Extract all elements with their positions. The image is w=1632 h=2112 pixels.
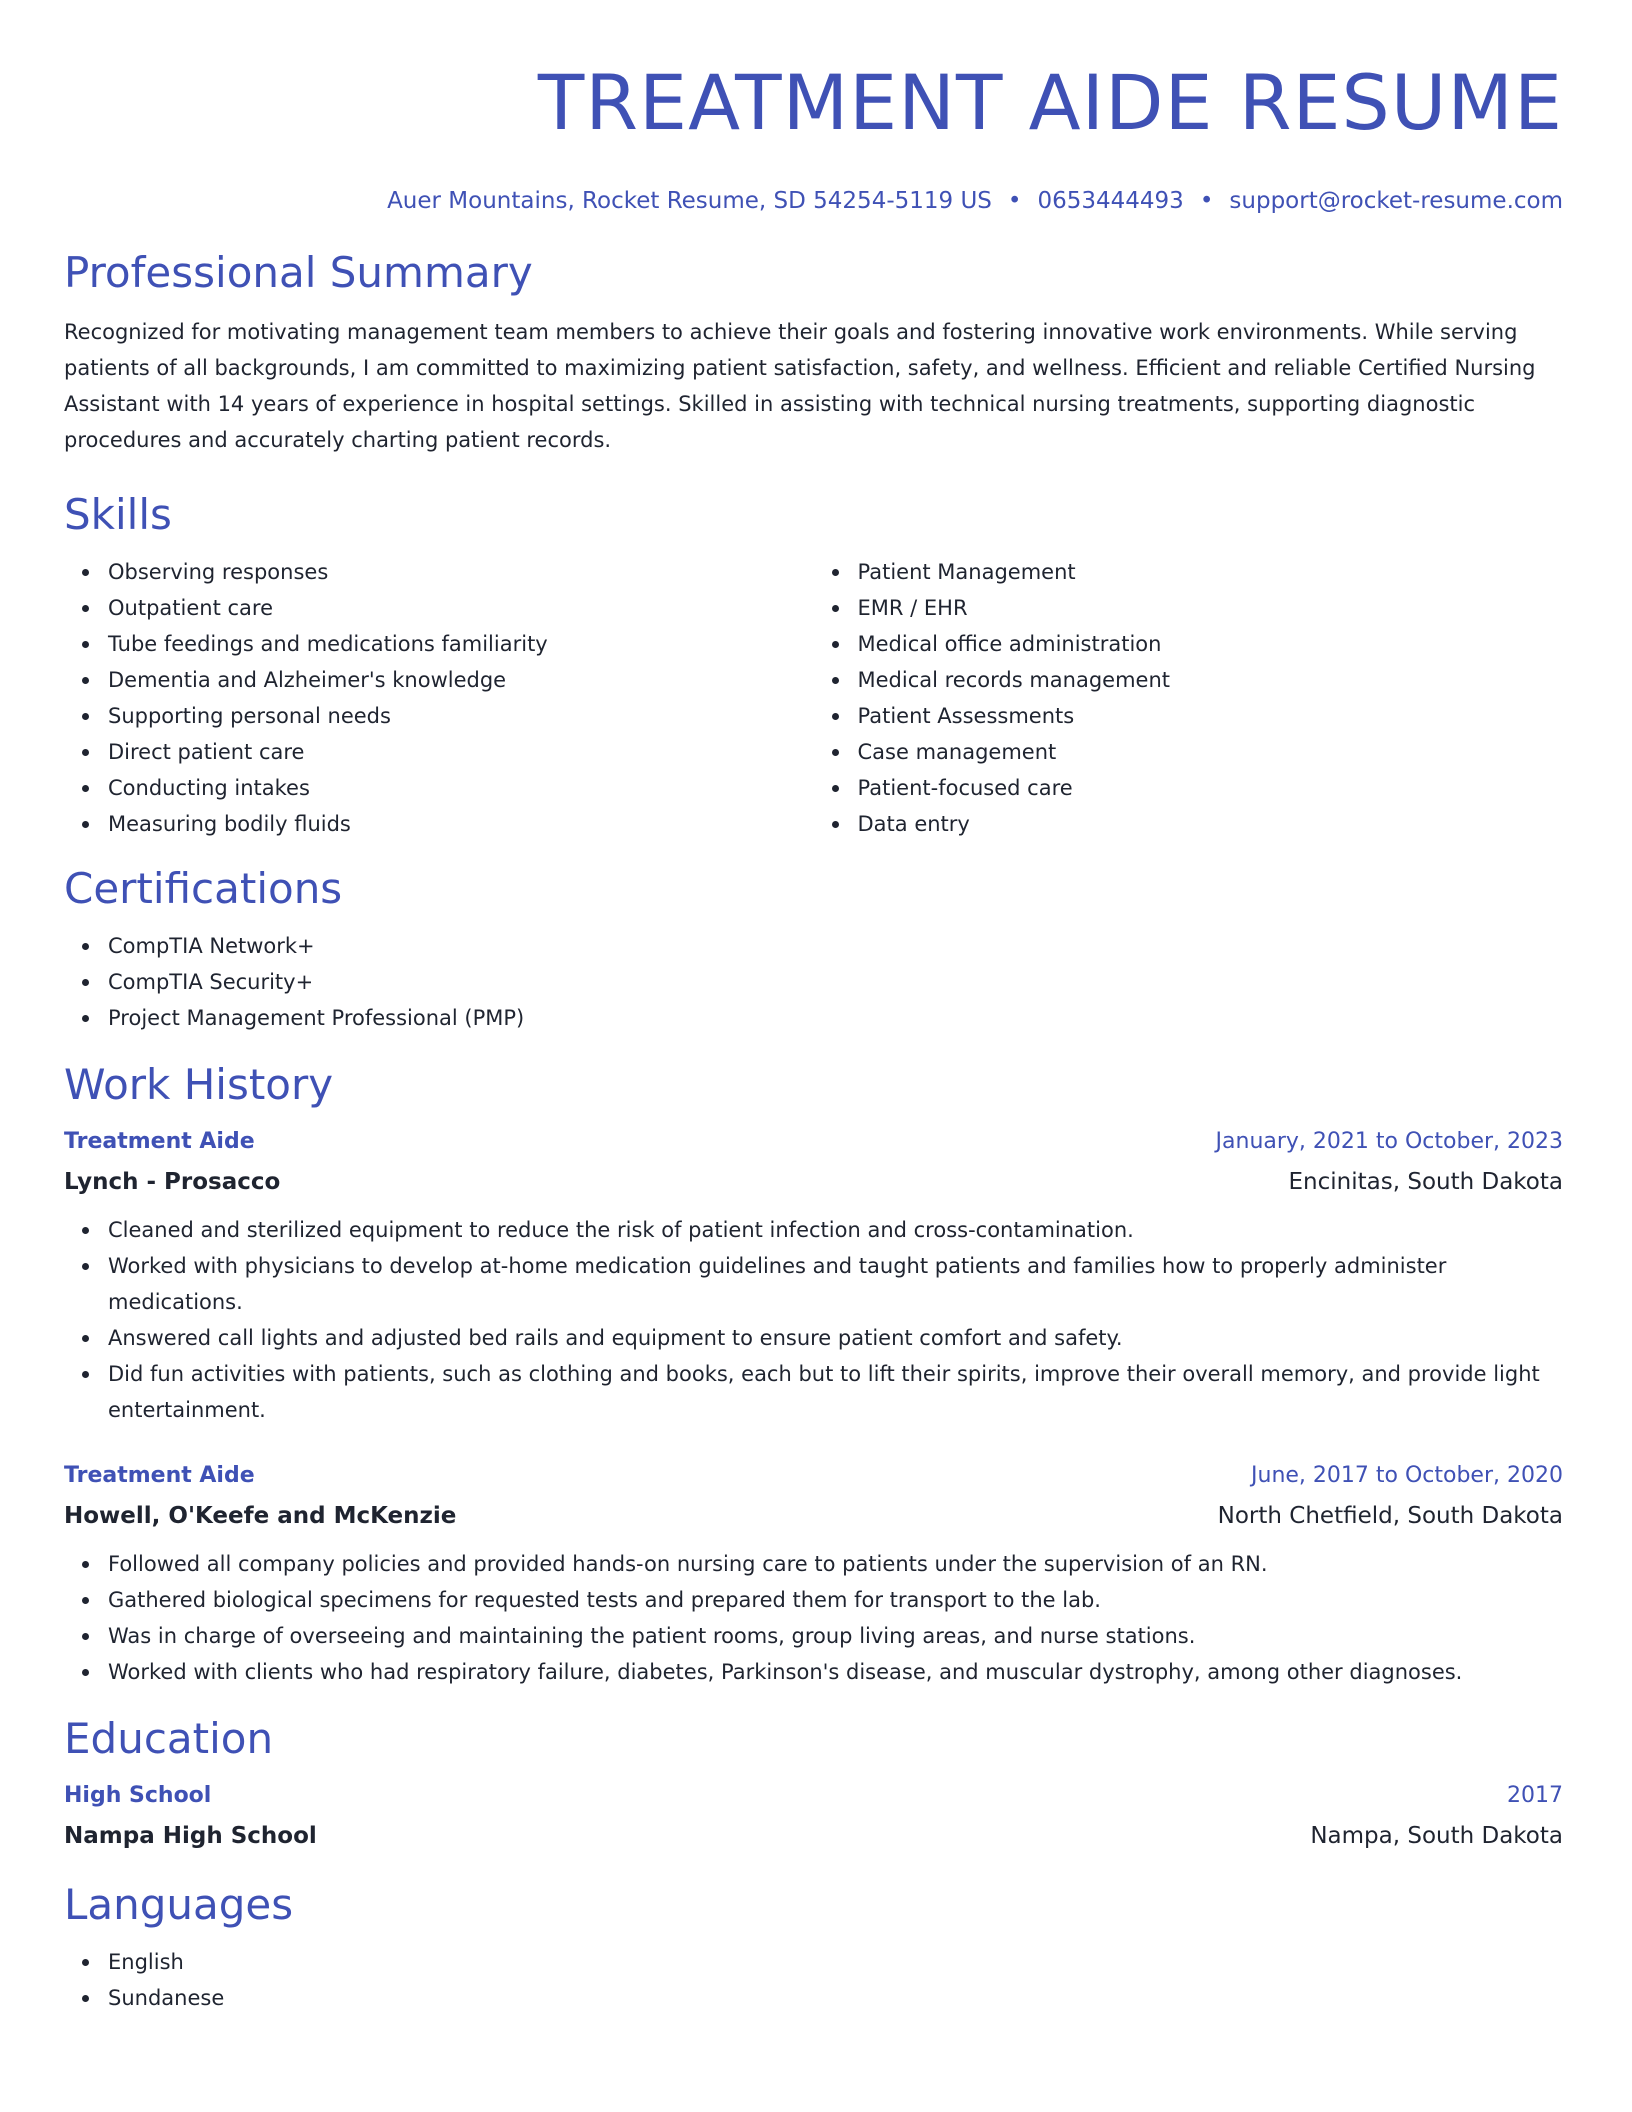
education-school: Nampa High School xyxy=(64,1823,317,1849)
skill-item: Patient-focused care xyxy=(858,770,1564,806)
certification-item: CompTIA Network+ xyxy=(108,928,1563,964)
skill-item: Tube feedings and medications familiarity xyxy=(108,626,814,662)
job-bullet: Followed all company policies and provided hands-on nursing care to patients under the supervision of an RN. xyxy=(108,1546,1563,1582)
education-degree-row xyxy=(64,1776,1563,1816)
language-item: Sundanese xyxy=(108,1980,1563,2016)
education-section xyxy=(64,1714,1563,1856)
languages-section xyxy=(64,1880,1563,2016)
job-bullet: Gathered biological specimens for requested tests and prepared them for transport to the lab. xyxy=(108,1582,1563,1618)
resume-title: TREATMENT AIDE RESUME xyxy=(537,58,1563,147)
job-entry xyxy=(64,1456,1563,1690)
work-history-section xyxy=(64,1060,1563,1690)
section-heading-education: Education xyxy=(64,1714,274,1763)
job-title-row xyxy=(64,1456,1563,1496)
skill-item: EMR / EHR xyxy=(858,590,1564,626)
skill-item: Patient Management xyxy=(858,554,1564,590)
skill-item: Direct patient care xyxy=(108,734,814,770)
job-title: Treatment Aide xyxy=(64,1463,255,1488)
education-entry xyxy=(64,1776,1563,1856)
job-entry xyxy=(64,1122,1563,1428)
skill-item: Outpatient care xyxy=(108,590,814,626)
education-degree: High School xyxy=(64,1783,212,1808)
job-company-row xyxy=(64,1496,1563,1536)
job-title-row xyxy=(64,1122,1563,1162)
summary-section xyxy=(64,248,1563,458)
job-company-row xyxy=(64,1162,1563,1202)
contact-line xyxy=(64,186,1563,216)
skill-item: Data entry xyxy=(858,806,1564,842)
job-dates: June, 2017 to October, 2020 xyxy=(1251,1463,1563,1488)
job-location: Encinitas, South Dakota xyxy=(1288,1169,1563,1195)
certifications-section xyxy=(64,864,1563,1036)
job-company: Howell, O'Keefe and McKenzie xyxy=(64,1503,457,1529)
skills-list-right xyxy=(814,554,1564,842)
certifications-list xyxy=(64,928,1563,1036)
section-heading-languages: Languages xyxy=(64,1880,294,1929)
section-heading-summary: Professional Summary xyxy=(64,248,533,297)
job-bullets xyxy=(64,1212,1563,1428)
job-bullet: Answered call lights and adjusted bed rails and equipment to ensure patient comfort and safety. xyxy=(108,1320,1563,1356)
contact-address: Auer Mountains, Rocket Resume, SD 54254-5119 US xyxy=(387,188,992,214)
section-heading-skills: Skills xyxy=(64,490,172,539)
section-heading-work-history: Work History xyxy=(64,1060,334,1109)
summary-text: Recognized for motivating management team members to achieve their goals and fostering innovative work environments. While serving patients of all backgrounds, I am committed to maximizing patient satisfaction, safety, and wellness. Efficient and reliable Certified Nursing Assistant with 14 years of experience in hospital settings. Skilled in assisting with technical nursing treatments, supporting diagnostic procedures and accurately charting patient records. xyxy=(64,320,1536,452)
certification-item: Project Management Professional (PMP) xyxy=(108,1000,1563,1036)
certification-item: CompTIA Security+ xyxy=(108,964,1563,1000)
languages-list xyxy=(64,1944,1563,2016)
resume-page xyxy=(64,0,1563,2016)
skill-item: Conducting intakes xyxy=(108,770,814,806)
skill-item: Measuring bodily fluids xyxy=(108,806,814,842)
job-title: Treatment Aide xyxy=(64,1129,255,1154)
job-bullet: Worked with physicians to develop at-home medication guidelines and taught patients and families how to properly administer medications. xyxy=(108,1248,1563,1320)
skill-item: Case management xyxy=(858,734,1564,770)
skill-item: Observing responses xyxy=(108,554,814,590)
job-bullet: Did fun activities with patients, such as clothing and books, each but to lift their spirits, improve their overall memory, and provide light entertainment. xyxy=(108,1356,1563,1428)
job-dates: January, 2021 to October, 2023 xyxy=(1215,1129,1563,1154)
contact-separator: • xyxy=(1007,188,1022,214)
education-school-row xyxy=(64,1816,1563,1856)
skills-list-left xyxy=(64,554,814,842)
skill-item: Medical office administration xyxy=(858,626,1564,662)
job-bullet: Cleaned and sterilized equipment to reduce the risk of patient infection and cross-contamination. xyxy=(108,1212,1563,1248)
job-company: Lynch - Prosacco xyxy=(64,1169,281,1195)
skill-item: Medical records management xyxy=(858,662,1564,698)
job-bullets xyxy=(64,1546,1563,1690)
contact-phone: 0653444493 xyxy=(1037,188,1184,214)
language-item: English xyxy=(108,1944,1563,1980)
education-location: Nampa, South Dakota xyxy=(1310,1823,1563,1849)
skill-item: Patient Assessments xyxy=(858,698,1564,734)
section-heading-certifications: Certifications xyxy=(64,864,343,913)
skills-section xyxy=(64,490,1563,842)
skill-item: Dementia and Alzheimer's knowledge xyxy=(108,662,814,698)
job-bullet: Worked with clients who had respiratory failure, diabetes, Parkinson's disease, and muscular dystrophy, among other diagnoses. xyxy=(108,1654,1563,1690)
skill-item: Supporting personal needs xyxy=(108,698,814,734)
skills-columns xyxy=(64,554,1563,842)
job-location: North Chetfield, South Dakota xyxy=(1217,1503,1563,1529)
job-bullet: Was in charge of overseeing and maintaining the patient rooms, group living areas, and nurse stations. xyxy=(108,1618,1563,1654)
contact-separator: • xyxy=(1199,188,1214,214)
education-year: 2017 xyxy=(1507,1783,1563,1808)
contact-email[interactable]: support@rocket-resume.com xyxy=(1229,188,1563,214)
